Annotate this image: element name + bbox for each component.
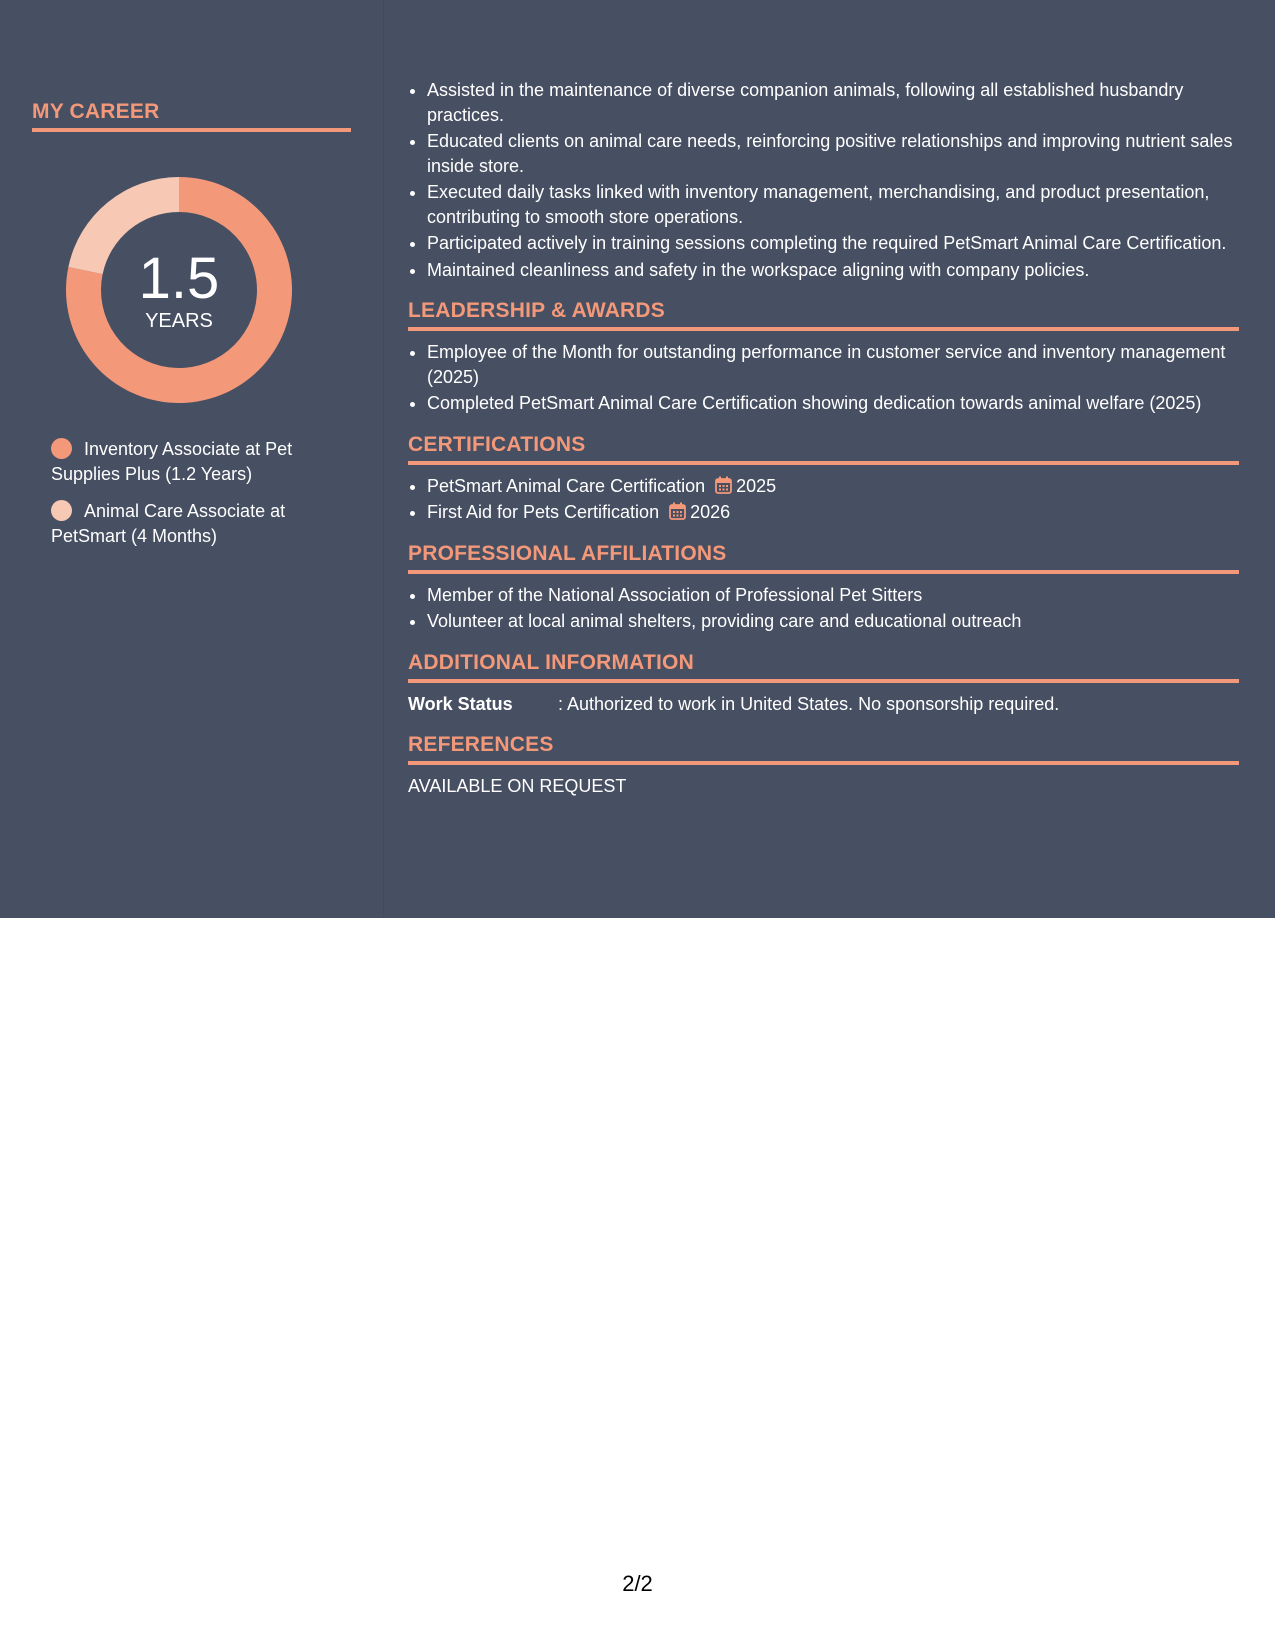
career-total-unit: YEARS [145,310,213,332]
list-item: • Educated clients on animal care needs, reinforcing positive relationships and improving nutrient sales inside store. [427,129,1239,178]
list-item: • Volunteer at local animal shelters, providing care and educational outreach [427,609,1239,634]
legend-label: Inventory Associate at Pet Supplies Plus (1.2 Years) [51,439,293,484]
leadership-section [408,298,1239,416]
calendar-icon [669,502,686,520]
list-item: • Maintained cleanliness and safety in the workspace aligning with company policies. [427,258,1239,283]
experience-list [408,78,1239,282]
additional-info-section [408,650,1239,716]
main-content [408,78,1239,798]
list-item: • Member of the National Association of Professional Pet Sitters [427,583,1239,608]
work-status-row [408,692,1239,716]
certification-year: 2026 [690,502,731,522]
list-item [427,474,1239,499]
career-donut-chart [66,177,292,403]
work-status-label: Work Status [408,693,513,714]
certification-name: First Aid for Pets Certification [427,502,660,522]
affiliations-list [408,583,1239,634]
list-item [427,500,1239,525]
leadership-list [408,340,1239,416]
list-item: • Assisted in the maintenance of diverse companion animals, following all established husbandry practices. [427,78,1239,127]
list-item: • Participated actively in training sessions completing the required PetSmart Animal Care Certification. [427,231,1239,256]
certifications-heading: CERTIFICATIONS [408,432,1239,465]
certification-name: PetSmart Animal Care Certification [427,475,706,496]
references-section [408,732,1239,798]
leadership-heading: LEADERSHIP & AWARDS [408,298,1239,331]
list-item: • Employee of the Month for outstanding performance in customer service and inventory management (2025) [427,340,1239,389]
legend-label: Animal Care Associate at PetSmart (4 Months) [51,501,286,546]
legend-item [51,437,321,487]
career-heading: MY CAREER [32,99,351,132]
affiliations-heading: PROFESSIONAL AFFILIATIONS [408,541,1239,574]
legend-item [51,499,321,549]
work-status-value: : Authorized to work in United States. No sponsorship required. [558,693,1060,714]
career-legend [51,437,321,561]
references-text: AVAILABLE ON REQUEST [408,775,627,796]
left-sidebar [0,0,384,918]
legend-dot-icon [51,438,72,459]
calendar-icon [715,476,732,494]
page-number: 2/2 [622,1571,653,1596]
legend-dot-icon [51,500,72,521]
certification-year: 2025 [736,475,777,496]
certifications-section [408,432,1239,525]
list-item: • Executed daily tasks linked with inventory management, merchandising, and product presentation, contributing to smooth store operations. [427,180,1239,229]
career-total-value: 1.5 [138,246,220,311]
certifications-list [408,474,1239,525]
affiliations-section [408,541,1239,634]
additional-info-heading: ADDITIONAL INFORMATION [408,650,1239,683]
list-item: • Completed PetSmart Animal Care Certification showing dedication towards animal welfare (2025) [427,391,1239,416]
references-heading: REFERENCES [408,732,1239,765]
